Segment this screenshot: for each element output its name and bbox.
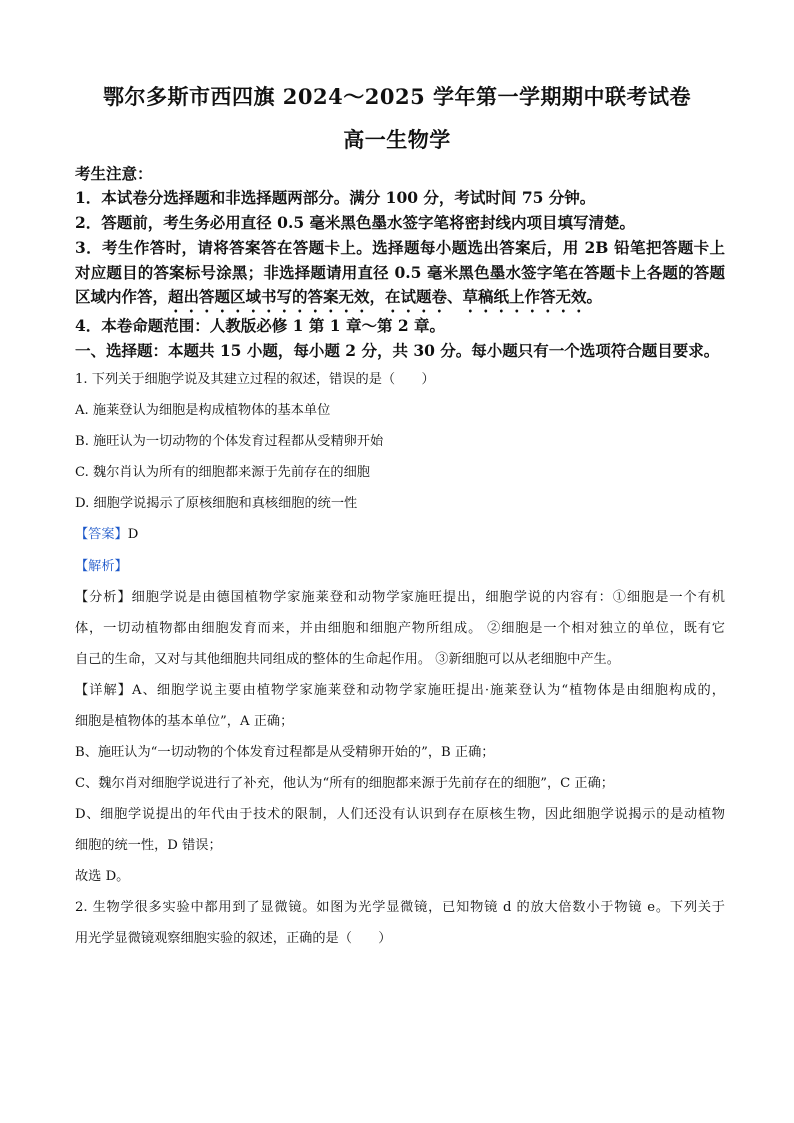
question-1-option-c: C. 魏尔肖认为所有的细胞都来源于先前存在的细胞 xyxy=(75,465,370,480)
analysis-line-1: 【分析】细胞学说是由德国植物学家施莱登和动物学家施旺提出，细胞学说的内容有：①细胞是一个有机 xyxy=(75,590,725,605)
exam-title: 鄂尔多斯市西四旗 2024～2025 学年第一学期期中联考试卷 xyxy=(102,84,691,109)
notice-item-3-emphasis: 超出答题区域书写的答案无效，在试题卷、草稿纸上作答无效 xyxy=(168,287,587,306)
question-2-stem-line-1: 2. 生物学很多实验中都用到了显微镜。如图为光学显微镜，已知物镜 d 的放大倍数小于物镜 e。下列关于 xyxy=(75,900,725,915)
notice-item-2: 2．答题前，考生务必用直径 0.5 毫米黑色墨水签字笔将密封线内项目填写清楚。 xyxy=(75,213,636,232)
detail-line-3: B、施旺认为“一切动物的个体发育过程都是从受精卵开始的”，B 正确； xyxy=(75,745,495,760)
question-1-analysis-tag xyxy=(75,555,725,574)
question-1-option-d: D. 细胞学说揭示了原核细胞和真核细胞的统一性 xyxy=(75,496,358,511)
detail-line-1: 【详解】A、细胞学说主要由植物学家施莱登和动物学家施旺提出·施莱登认为“植物体是由细胞构成的， xyxy=(75,683,725,698)
notice-heading: 考生注意： xyxy=(75,164,153,183)
section-1-heading: 一、选择题：本题共 15 小题，每小题 2 分，共 30 分。每小题只有一个选项符合题目要求。 xyxy=(75,341,720,360)
question-1-stem: 1. 下列关于细胞学说及其建立过程的叙述，错误的是（ ） xyxy=(75,372,435,387)
notice-item-3-line-1: 3．考生作答时，请将答案答在答题卡上。选择题每小题选出答案后，用 2B 铅笔把答题卡上 xyxy=(75,238,725,257)
notice-item-3-end: 。 xyxy=(586,287,603,306)
question-1-conclusion: 故选 D。 xyxy=(75,869,130,884)
question-2-stem-line-2: 用光学显微镜观察细胞实验的叙述，正确的是（ ） xyxy=(75,931,392,946)
notice-item-3-line-3 xyxy=(75,285,725,316)
detail-line-5: D、细胞学说提出的年代由于技术的限制，人们还没有认识到存在原核生物，因此细胞学说揭示的是动植物 xyxy=(75,807,725,822)
question-1-option-b: B. 施旺认为一切动物的个体发育过程都从受精卵开始 xyxy=(75,434,384,449)
detail-line-4: C、魏尔肖对细胞学说进行了补充，他认为“所有的细胞都来源于先前存在的细胞”，C 正确； xyxy=(75,776,614,791)
question-1-answer xyxy=(75,523,725,542)
answer-tag: 【答案】 xyxy=(75,527,128,542)
notice-item-4: 4．本卷命题范围：人教版必修 1 第 1 章～第 2 章。 xyxy=(75,316,446,335)
exam-subject: 高一生物学 xyxy=(343,127,451,152)
notice-item-3-text: 区域内作答， xyxy=(75,287,169,306)
answer-value: D xyxy=(127,527,139,542)
notice-item-3-line-2: 对应题目的答案标号涂黑；非选择题请用直径 0.5 毫米黑色墨水签字笔在答题卡上各题的答题 xyxy=(75,263,725,282)
analysis-line-2: 体，一切动植物都由细胞发育而来，并由细胞和细胞产物所组成。 ②细胞是一个相对独立的单位，既有它 xyxy=(75,621,725,636)
detail-line-6: 细胞的统一性，D 错误； xyxy=(75,838,222,853)
detail-line-2: 细胞是植物体的基本单位”，A 正确； xyxy=(75,714,294,729)
analysis-tag: 【解析】 xyxy=(75,559,128,574)
analysis-line-3: 自己的生命，又对与其他细胞共同组成的整体的生命起作用。 ③新细胞可以从老细胞中产生。 xyxy=(75,652,620,667)
notice-item-1: 1．本试卷分选择题和非选择题两部分。满分 100 分，考试时间 75 分钟。 xyxy=(75,188,596,207)
question-1-option-a: A. 施莱登认为细胞是构成植物体的基本单位 xyxy=(75,403,331,418)
